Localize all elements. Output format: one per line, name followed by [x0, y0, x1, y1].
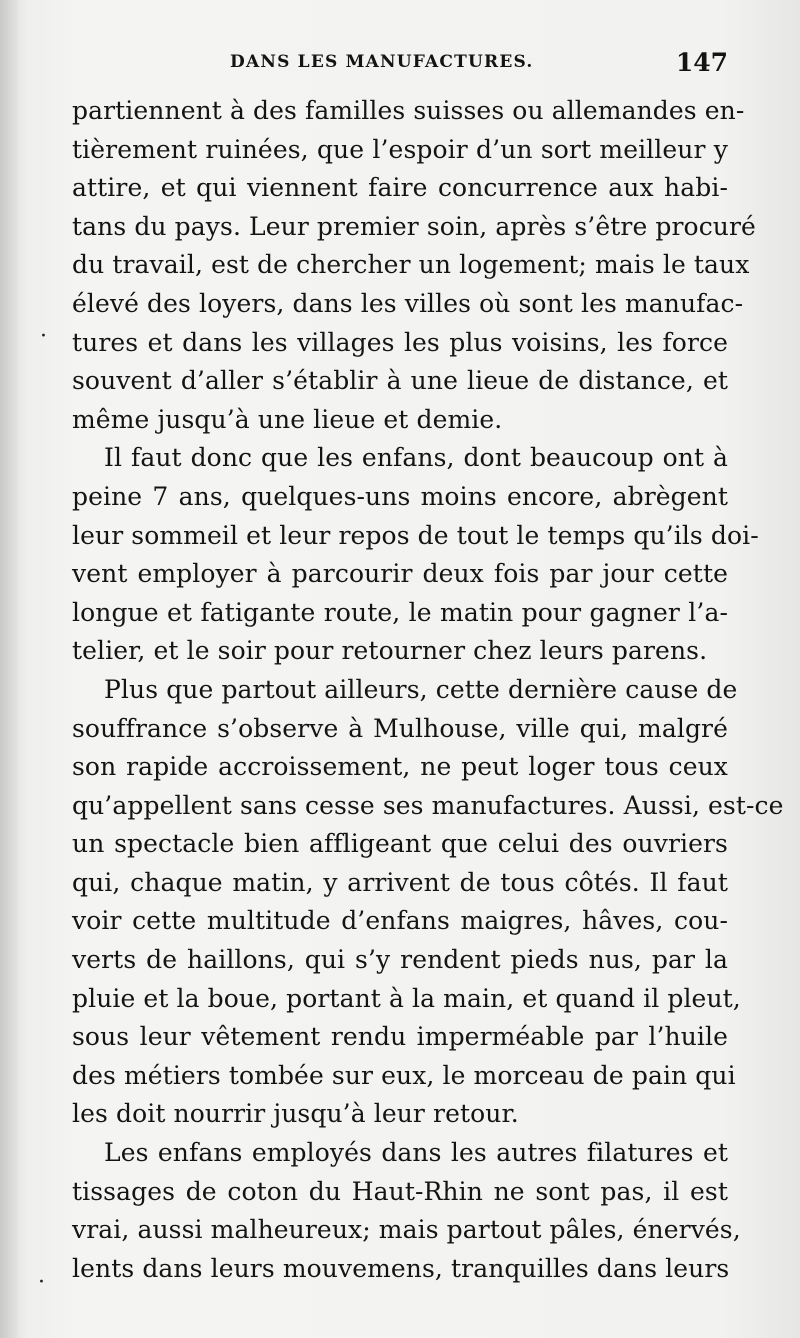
paragraph-start-line: Plus que partout ailleurs, cette dernière cause de	[104, 674, 738, 704]
text-line: les doit nourrir jusqu’à leur retour.	[72, 1099, 519, 1129]
text-line: partiennent à des familles suisses ou allemandes en-	[72, 96, 745, 125]
text-line: voir cette multitude d’enfans maigres, hâves, cou-	[72, 906, 728, 936]
paragraph-start-line: Il faut donc que les enfans, dont beaucoup ont à	[104, 443, 728, 473]
text-line: élevé des loyers, dans les villes où sont les manufac-	[72, 288, 744, 318]
text-line: tièrement ruinées, que l’espoir d’un sort meilleur y	[72, 134, 728, 164]
text-line: lents dans leurs mouvemens, tranquilles dans leurs	[72, 1253, 730, 1283]
page-spot-mark: ·	[40, 324, 47, 349]
running-head: DANS LES MANUFACTURES.	[230, 52, 534, 72]
text-line: souffrance s’observe à Mulhouse, ville qui, malgré	[72, 713, 728, 743]
text-line: un spectacle bien affligeant que celui des ouvriers	[72, 829, 728, 859]
text-line: telier, et le soir pour retourner chez leurs parens.	[72, 636, 708, 666]
text-line: tans du pays. Leur premier soin, après s’être procuré	[72, 211, 756, 241]
page-number: 147	[675, 48, 728, 77]
page-spot-mark: ·	[38, 1270, 45, 1295]
text-line: peine 7 ans, quelques-uns moins encore, abrègent	[72, 481, 728, 511]
text-line: vent employer à parcourir deux fois par jour cette	[72, 559, 728, 589]
text-line: qu’appellent sans cesse ses manufactures. Aussi, est-ce	[72, 790, 784, 820]
paragraph-start-line: Les enfans employés dans les autres filatures et	[104, 1138, 728, 1168]
page-binding-edge	[0, 0, 18, 1338]
text-line: tissages de coton du Haut-Rhin ne sont pas, il est	[72, 1176, 728, 1206]
text-line: qui, chaque matin, y arrivent de tous côtés. Il faut	[72, 867, 728, 897]
text-line: même jusqu’à une lieue et demie.	[72, 404, 503, 434]
text-line: tures et dans les villages les plus voisins, les force	[72, 327, 728, 357]
text-line: leur sommeil et leur repos de tout le temps qu’ils doi-	[72, 520, 759, 550]
text-line: son rapide accroissement, ne peut loger tous ceux	[72, 752, 728, 782]
body-text	[72, 92, 784, 1288]
text-line: verts de haillons, qui s’y rendent pieds nus, par la	[72, 945, 728, 975]
text-line: des métiers tombée sur eux, le morceau de pain qui	[72, 1060, 736, 1090]
text-line: attire, et qui viennent faire concurrence aux habi-	[72, 173, 728, 203]
text-line: vrai, aussi malheureux; mais partout pâles, énervés,	[72, 1215, 741, 1245]
text-line: pluie et la boue, portant à la main, et quand il pleut,	[72, 983, 741, 1013]
text-line: longue et fatigante route, le matin pour gagner l’a-	[72, 597, 728, 627]
text-line: du travail, est de chercher un logement; mais le taux	[72, 250, 750, 280]
page-header	[230, 44, 740, 84]
text-line: sous leur vêtement rendu imperméable par l’huile	[72, 1022, 728, 1052]
text-line: souvent d’aller s’établir à une lieue de distance, et	[72, 366, 728, 396]
